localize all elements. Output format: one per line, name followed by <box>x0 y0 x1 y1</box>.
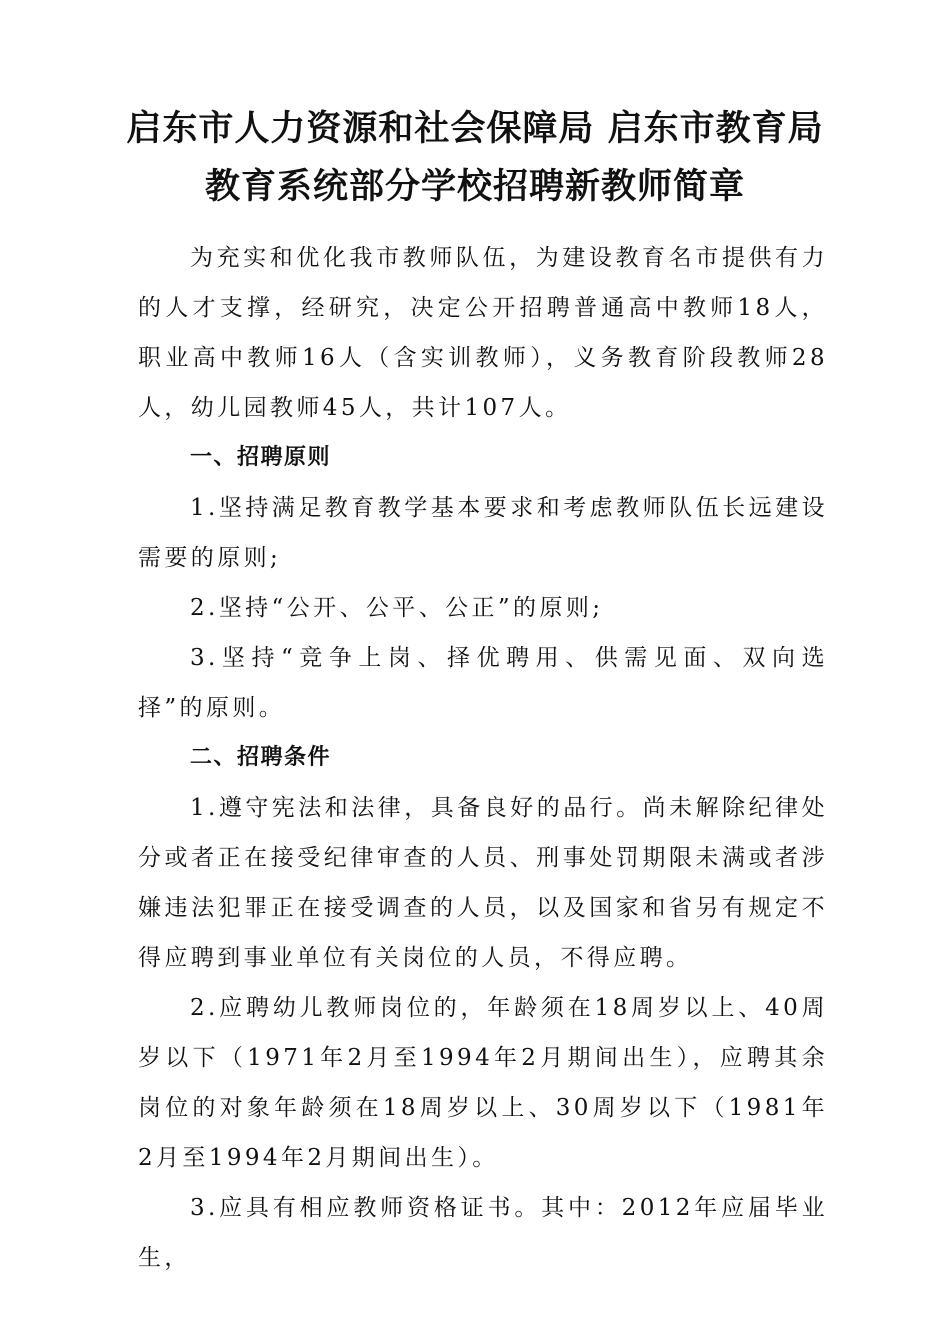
principle-item-1: 1.坚持满足教育教学基本要求和考虑教师队伍长远建设需要的原则; <box>138 495 828 571</box>
intro-paragraph: 为充实和优化我市教师队伍，为建设教育名市提供有力的人才支撑，经研究，决定公开招聘普通高中教师18人，职业高中教师16人（含实训教师），义务教育阶段教师28人，幼儿园教师45人，共计107人。 <box>138 245 828 421</box>
document-title <box>0 100 950 216</box>
section-heading-principles: 一、招聘原则 <box>190 445 332 470</box>
title-line-2: 教育系统部分学校招聘新教师简章 <box>204 166 745 207</box>
condition-item-3: 3.应具有相应教师资格证书。其中：2012年应届毕业生， <box>138 1195 828 1271</box>
principle-item-3: 3.坚持“竞争上岗、择优聘用、供需见面、双向选择”的原则。 <box>138 645 828 721</box>
document-body <box>138 233 828 1283</box>
title-line-1: 启东市人力资源和社会保障局 启东市教育局 <box>126 108 824 149</box>
condition-item-1: 1.遵守宪法和法律，具备良好的品行。尚未解除纪律处分或者正在接受纪律审查的人员、刑事处罚期限未满或者涉嫌违法犯罪正在接受调查的人员，以及国家和省另有规定不得应聘到事业单位有关岗位的人员，不得应聘。 <box>138 795 828 971</box>
condition-item-2: 2.应聘幼儿教师岗位的，年龄须在18周岁以上、40周岁以下（1971年2月至1994年2月期间出生），应聘其余岗位的对象年龄须在18周岁以上、30周岁以下（1981年2月至1994年2月期间出生）。 <box>138 995 828 1171</box>
principle-item-2: 2.坚持“公开、公平、公正”的原则; <box>190 595 604 621</box>
section-heading-conditions: 二、招聘条件 <box>190 745 332 770</box>
